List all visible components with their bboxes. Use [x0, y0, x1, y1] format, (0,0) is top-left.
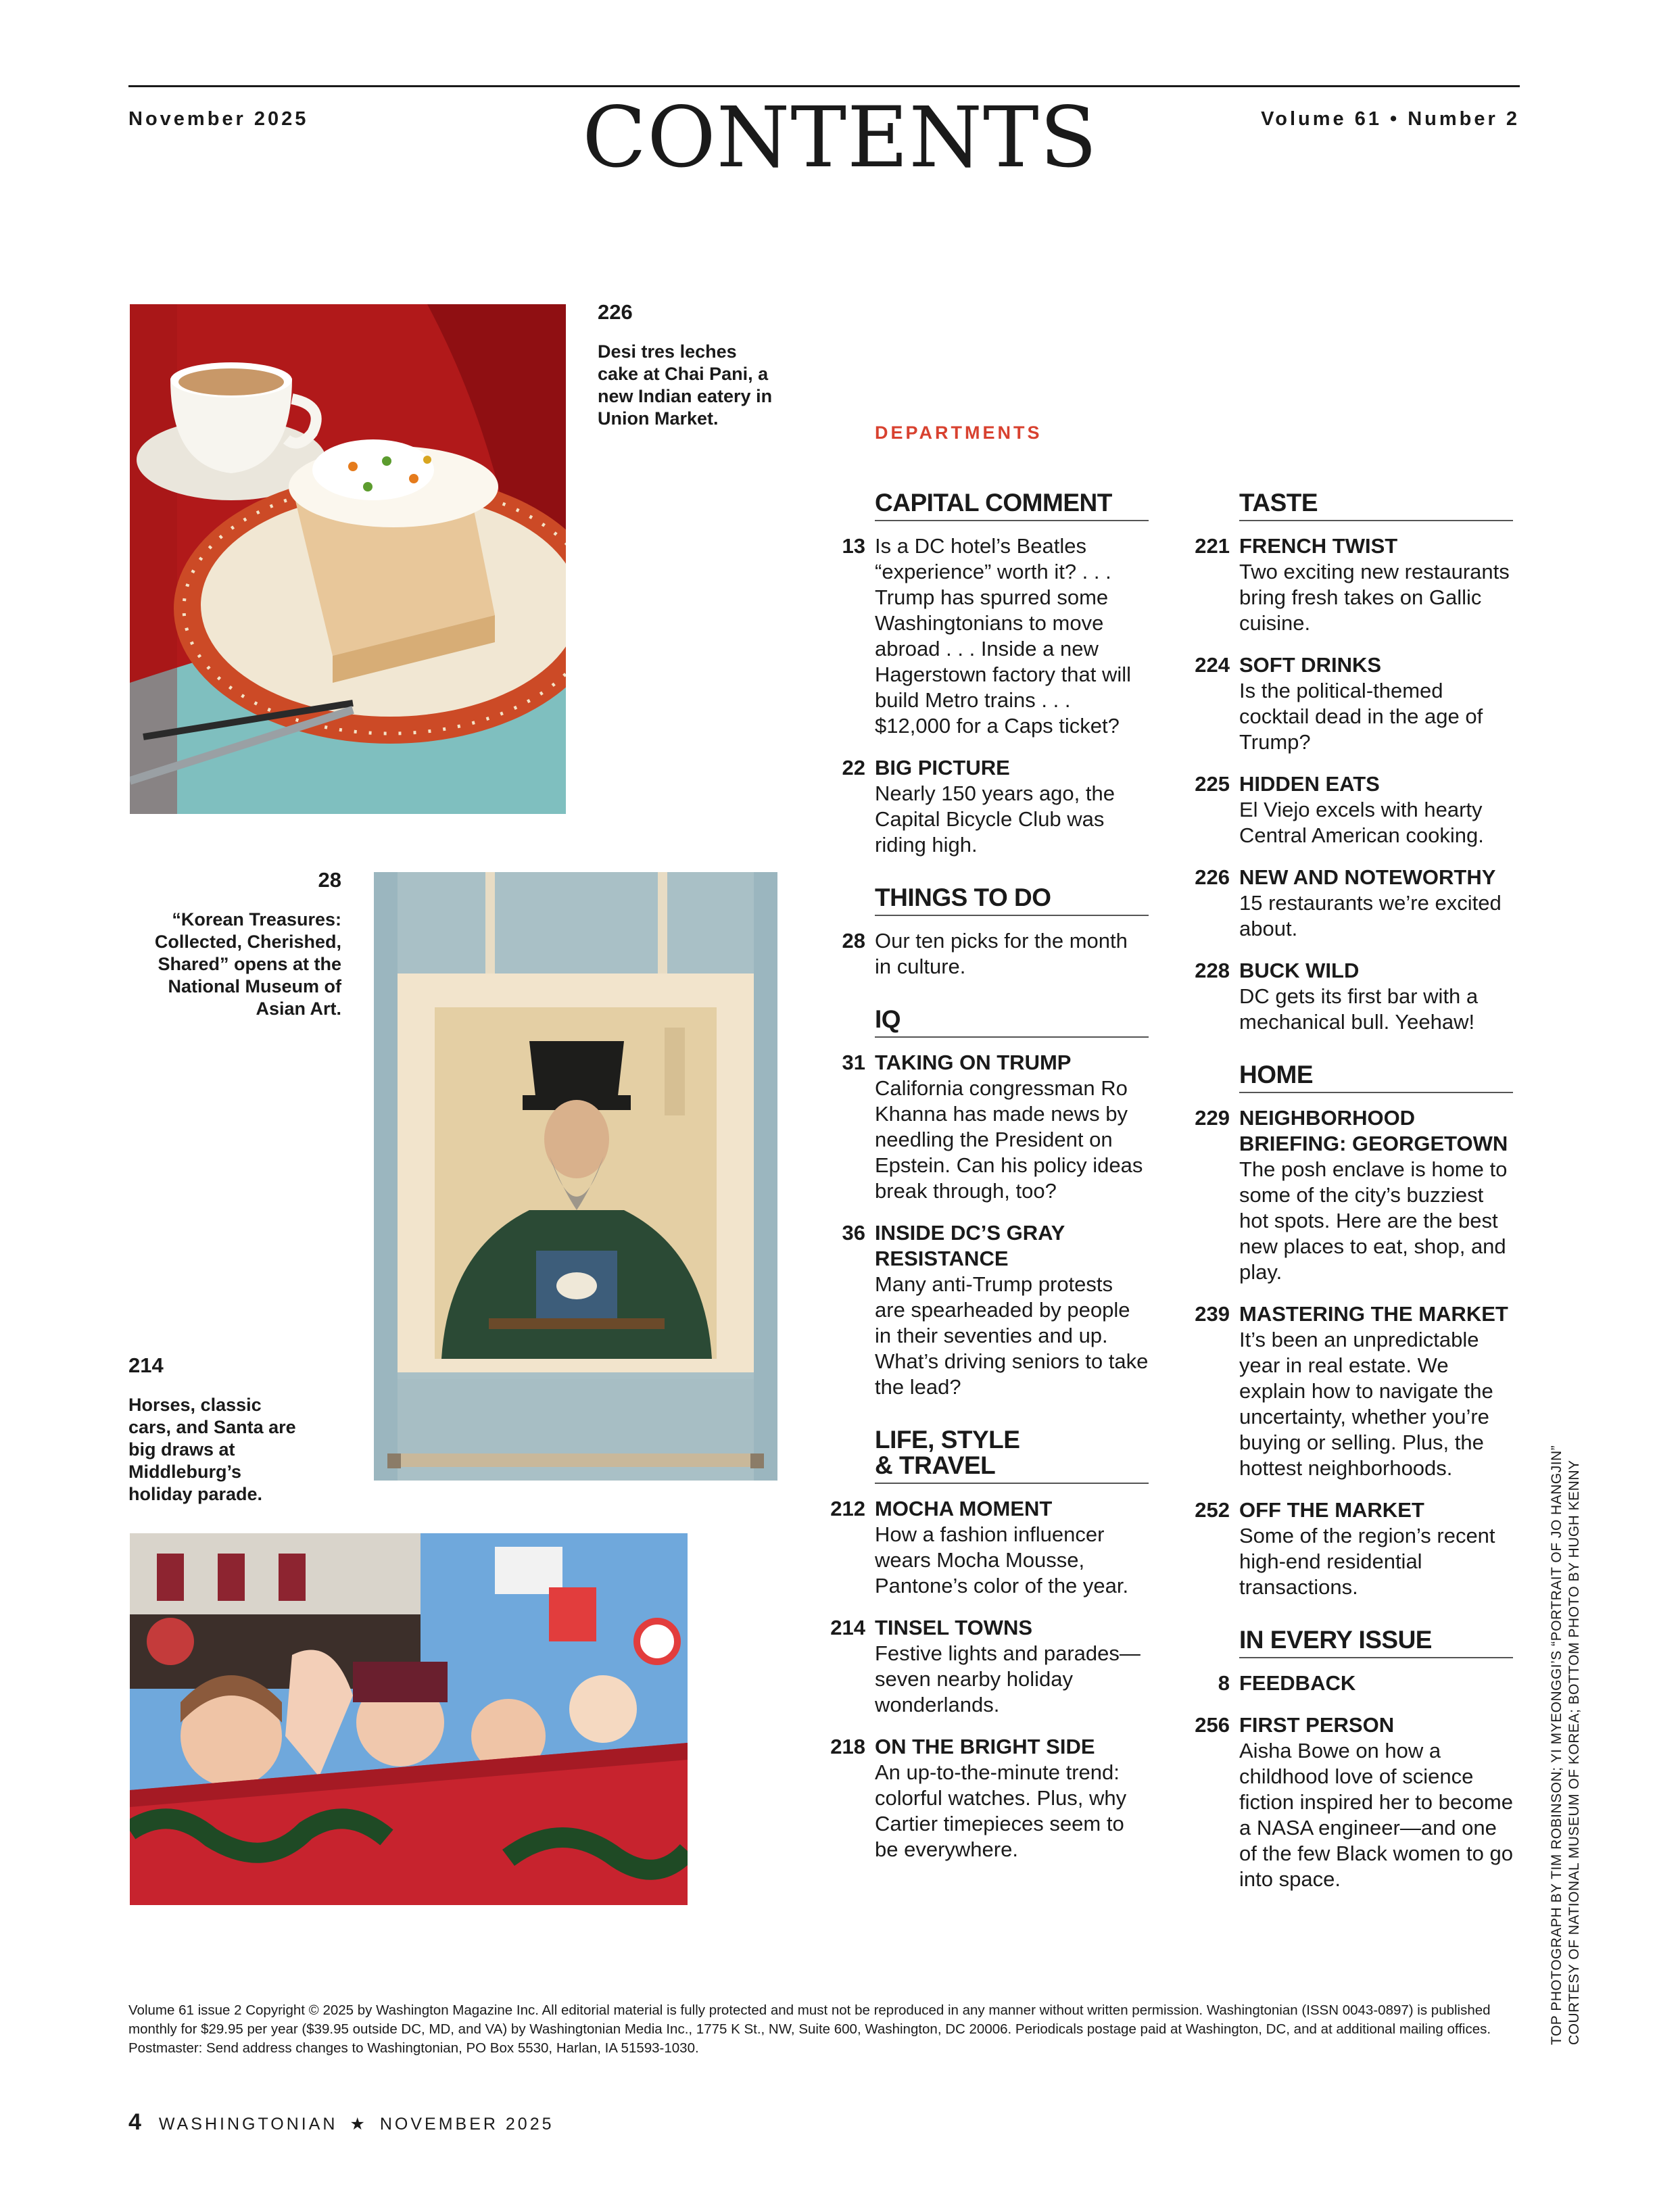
entry-headline: FEEDBACK: [1239, 1671, 1356, 1695]
toc-entry[interactable]: [1195, 1712, 1513, 1892]
toc-entry[interactable]: [830, 1496, 1149, 1599]
entry-description: Two exciting new restaurants bring fresh takes on Gallic cuisine.: [1239, 560, 1510, 635]
korean-portrait-photo: [374, 872, 777, 1481]
toc-entry[interactable]: [842, 928, 1149, 980]
holiday-parade-photo: [130, 1533, 688, 1905]
entry-description: An up-to-the-minute trend: colorful watches. Plus, why Cartier timepieces seem to be everywhere.: [875, 1760, 1127, 1861]
section-things-to-do: [842, 884, 1149, 980]
section-title: LIFE, STYLE & TRAVEL: [875, 1426, 1020, 1479]
departments-column-right: [1195, 489, 1513, 1908]
tres-leches-photo: [130, 304, 566, 814]
departments-label: DEPARTMENTS: [875, 423, 1042, 443]
entry-description: The posh enclave is home to some of the city’s buzziest hot spots. Here are the best new places to eat, shop, and play.: [1239, 1157, 1508, 1284]
entry-headline: FRENCH TWIST: [1239, 534, 1398, 558]
volume-number: Volume 61 • Number 2: [1261, 108, 1520, 130]
entry-description: Many anti-Trump protests are spearheaded by people in their seventies and up. What’s driving seniors to take the lead?: [875, 1272, 1149, 1399]
section-title: TASTE: [1239, 490, 1513, 521]
entry-page-number: 228: [1195, 959, 1230, 982]
entry-page-number: 218: [830, 1735, 865, 1758]
entry-headline: HIDDEN EATS: [1239, 772, 1380, 796]
entry-description: Nearly 150 years ago, the Capital Bicycle Club was riding high.: [875, 782, 1115, 857]
entry-description: El Viejo excels with hearty Central American cooking.: [1239, 798, 1484, 847]
entry-description: Some of the region’s recent high-end residential transactions.: [1239, 1524, 1495, 1599]
entry-description: 15 restaurants we’re excited about.: [1239, 891, 1502, 940]
departments-column-left: [830, 489, 1149, 1879]
toc-entry[interactable]: [842, 1050, 1149, 1204]
copyright-notice: Volume 61 issue 2 Copyright © 2025 by Washington Magazine Inc. All editorial material is fully protected and must not be reproduced in any manner without written permission. Washingtonian (ISSN 0043-0897) is published monthly for $29.95 per year ($39.95 outside DC, MD, and VA) by Washingtonian Media Inc., 1775 K St., NW, Suite 600, Washington, DC 20006. Periodicals postage paid at Washington, DC, and at additional mailing offices. Postmaster: Send address changes to Washingtonian, PO Box 5530, Harlan, IA 51593-1030.: [128, 2002, 1491, 2056]
section-home: [1195, 1061, 1513, 1600]
toc-entry[interactable]: [830, 1734, 1149, 1862]
entry-headline: BUCK WILD: [1239, 959, 1360, 982]
entry-page-number: 13: [842, 534, 865, 558]
entry-headline: TINSEL TOWNS: [875, 1616, 1033, 1639]
entry-description: DC gets its first bar with a mechanical bull. Yeehaw!: [1239, 984, 1479, 1034]
korean-portrait-page-number: 28: [318, 868, 341, 892]
entry-headline: MASTERING THE MARKET: [1239, 1302, 1508, 1326]
entry-headline: TAKING ON TRUMP: [875, 1051, 1072, 1074]
toc-entry[interactable]: [1195, 771, 1513, 848]
holiday-parade-caption: [128, 1354, 304, 1506]
page-number: 4: [128, 2109, 141, 2135]
toc-entry[interactable]: [1195, 865, 1513, 942]
holiday-parade-caption-text: Horses, classic cars, and Santa are big draws at Middleburg’s holiday parade.: [128, 1395, 296, 1504]
toc-entry[interactable]: [1195, 1497, 1513, 1600]
entry-page-number: 256: [1195, 1713, 1230, 1737]
entry-headline: MOCHA MOMENT: [875, 1497, 1053, 1520]
korean-portrait-caption-text: “Korean Treasures: Collected, Cherished, Shared” opens at the National Museum of Asian Art.: [154, 909, 341, 1019]
section-taste: [1195, 489, 1513, 1035]
entry-headline: BIG PICTURE: [875, 756, 1010, 779]
section-title: CAPITAL COMMENT: [875, 490, 1149, 521]
tres-leches-caption: [598, 301, 773, 430]
section-rule: [875, 1483, 1149, 1484]
section-in-every-issue: [1195, 1626, 1513, 1892]
entry-headline: SOFT DRINKS: [1239, 653, 1382, 677]
entry-page-number: 212: [830, 1497, 865, 1520]
entry-description: Festive lights and parades—seven nearby holiday wonderlands.: [875, 1641, 1141, 1716]
section-iq: [842, 1005, 1149, 1400]
entry-description: Is a DC hotel’s Beatles “experience” worth it? . . . Trump has spurred some Washingtonians to move abroad . . . Inside a new Hagerstown factory that will build Metro trains . . . $12,000 for a Caps ticket?: [875, 534, 1132, 738]
section-title: THINGS TO DO: [875, 885, 1149, 916]
entry-description: It’s been an unpredictable year in real estate. We explain how to navigate the uncertainty, whether you’re buying or selling. Plus, the hottest neighborhoods.: [1239, 1328, 1493, 1480]
entry-headline: FIRST PERSON: [1239, 1713, 1395, 1737]
korean-portrait-caption: [149, 869, 341, 1020]
entry-page-number: 221: [1195, 534, 1230, 558]
toc-entry[interactable]: [1195, 652, 1513, 755]
entry-page-number: 224: [1195, 653, 1230, 677]
star-icon: ★: [350, 2115, 368, 2134]
page-footer: [128, 2109, 554, 2136]
page-title: CONTENTS: [582, 89, 1098, 187]
entry-page-number: 8: [1218, 1671, 1230, 1695]
entry-page-number: 239: [1195, 1302, 1230, 1326]
tres-leches-page-number: 226: [598, 300, 633, 324]
entry-page-number: 36: [842, 1221, 865, 1245]
entry-headline: INSIDE DC’S GRAY RESISTANCE: [875, 1221, 1065, 1270]
entry-headline: ON THE BRIGHT SIDE: [875, 1735, 1095, 1758]
section-title: IQ: [875, 1007, 1149, 1038]
toc-entry[interactable]: [1218, 1670, 1513, 1696]
section-title: HOME: [1239, 1062, 1513, 1093]
photo-credit: TOP PHOTOGRAPH BY TIM ROBINSON; YI MYEONGGI’S “PORTRAIT OF JO HANGJIN” COURTESY OF NATIONAL MUSEUM OF KOREA; BOTTOM PHOTO BY HUGH KENNY: [1549, 1445, 1582, 2045]
toc-entry[interactable]: [1195, 958, 1513, 1035]
entry-page-number: 214: [830, 1616, 865, 1639]
entry-page-number: 225: [1195, 772, 1230, 796]
section-capital-comment: [842, 489, 1149, 858]
magazine-name: WASHINGTONIAN: [158, 2115, 338, 2134]
entry-headline: OFF THE MARKET: [1239, 1498, 1424, 1522]
entry-page-number: 252: [1195, 1498, 1230, 1522]
entry-description: Our ten picks for the month in culture.: [875, 929, 1128, 978]
entry-description: Is the political-themed cocktail dead in the age of Trump?: [1239, 679, 1483, 754]
section-life-style-travel: [830, 1426, 1149, 1862]
entry-page-number: 22: [842, 756, 865, 779]
entry-page-number: 229: [1195, 1106, 1230, 1130]
toc-entry[interactable]: [1195, 1301, 1513, 1481]
toc-entry[interactable]: [842, 1220, 1149, 1400]
toc-entry[interactable]: [1195, 533, 1513, 636]
holiday-parade-page-number: 214: [128, 1353, 164, 1377]
entry-description: How a fashion influencer wears Mocha Mousse, Pantone’s color of the year.: [875, 1522, 1129, 1597]
footer-date: NOVEMBER 2025: [379, 2115, 554, 2134]
top-rule: [128, 85, 1520, 87]
toc-entry[interactable]: [842, 533, 1149, 739]
entry-page-number: 28: [842, 929, 865, 953]
issue-date: November 2025: [128, 108, 309, 130]
entry-description: Aisha Bowe on how a childhood love of science fiction inspired her to become a NASA engineer—and one of the few Black women to go into space.: [1239, 1739, 1513, 1891]
entry-page-number: 31: [842, 1051, 865, 1074]
toc-entry[interactable]: [842, 755, 1149, 858]
entry-description: California congressman Ro Khanna has made news by needling the President on Epstein. Can his policy ideas break through, too?: [875, 1076, 1143, 1203]
entry-page-number: 226: [1195, 865, 1230, 889]
entry-headline: NEW AND NOTEWORTHY: [1239, 865, 1496, 889]
entry-headline: NEIGHBORHOOD BRIEFING: GEORGETOWN: [1239, 1106, 1508, 1155]
toc-entry[interactable]: [830, 1615, 1149, 1718]
section-title: IN EVERY ISSUE: [1239, 1627, 1513, 1658]
tres-leches-caption-text: Desi tres leches cake at Chai Pani, a new Indian eatery in Union Market.: [598, 341, 773, 429]
toc-entry[interactable]: [1195, 1105, 1513, 1285]
